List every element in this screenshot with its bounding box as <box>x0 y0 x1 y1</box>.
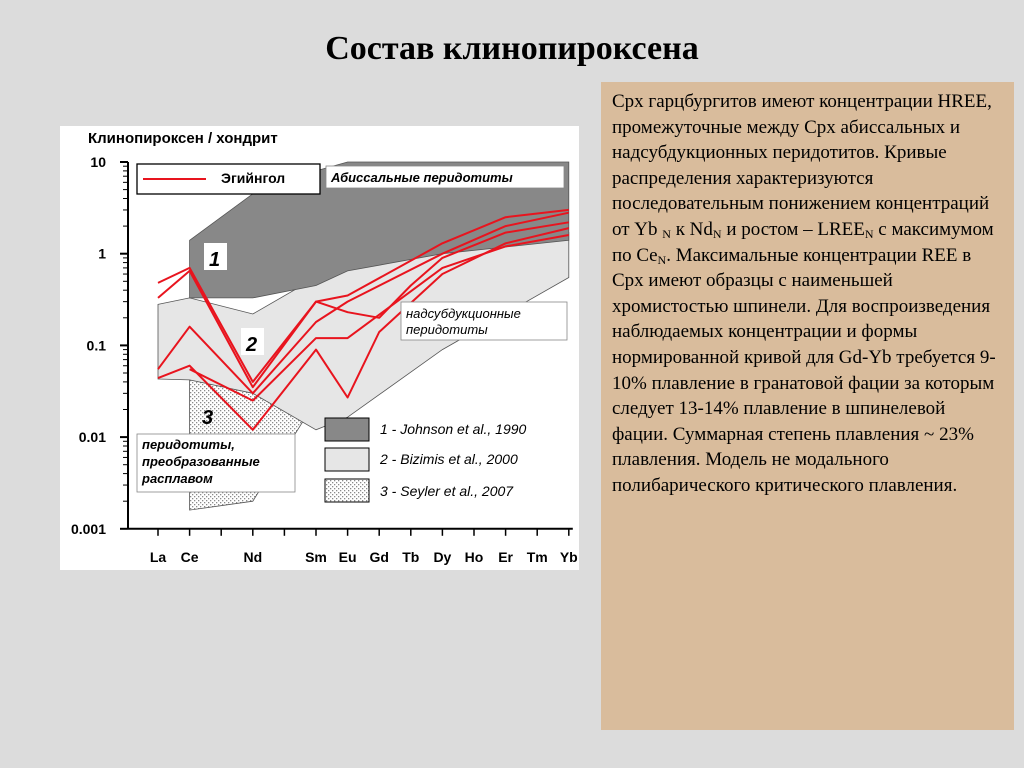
description-fragment: с максимумом по Ce <box>612 218 994 266</box>
y-tick-label: 0.001 <box>70 520 106 537</box>
x-tick-label: Tm <box>526 548 548 565</box>
x-tick-label: La <box>149 548 167 565</box>
chart-panel <box>60 126 579 570</box>
field-3-number: 3 <box>202 407 214 429</box>
x-tick-label: Nd <box>243 548 263 565</box>
description-fragment: Срх гарцбургитов имеют концентрации HREE, промежуточные между Срх абиссальных и надсубдукционных перидотитов. Кривые распределения характеризуются последовательным понижением концентраций от Yb <box>612 91 992 240</box>
y-tick-label: 0.1 <box>86 337 106 354</box>
legend-swatch-field-2 <box>325 448 369 471</box>
description-fragment: N <box>657 252 667 267</box>
field-1-number: 1 <box>209 249 221 271</box>
description-text <box>612 89 1006 499</box>
melt-modified-label-line3: расплавом <box>142 471 213 486</box>
description-fragment: N <box>712 226 722 241</box>
y-axis-title: Клинопироксен / хондрит <box>88 130 278 147</box>
melt-modified-label-line2: преобразованные <box>142 454 260 469</box>
melt-modified-label-line1: перидотиты, <box>142 437 235 452</box>
legend-label-field-3: 3 - Seyler et al., 2007 <box>380 483 514 499</box>
suprasubduction-label-line2: перидотиты <box>406 322 488 337</box>
description-fragment: к Nd <box>670 218 713 240</box>
ree-spider-diagram <box>60 126 579 570</box>
legend-label-field-2: 2 - Bizimis et al., 2000 <box>380 451 518 467</box>
description-panel <box>601 82 1014 730</box>
description-fragment: и ростом – LREE <box>721 218 865 240</box>
description-fragment: . Максимальные концентрации REE в Срх имеют образцы с наименьшей хромистостью шпинели. Для воспроизведения наблюдаемых концентрации и формы нормированной кривой для Gd-Yb требуется 9-10% плавление в гранатовой фации за которым следует 13-14% плавление в шпинелевой фации. Суммарная степень плавления ~ 23% плавления. Модель не модального полибарического критического плавления. <box>612 244 996 496</box>
x-tick-label: Ce <box>180 548 199 565</box>
y-tick-label: 0.01 <box>78 429 106 446</box>
y-tick-label: 10 <box>90 154 106 170</box>
y-tick-label: 1 <box>98 245 106 262</box>
abyssal-label: Абиссальные перидотиты <box>331 170 513 185</box>
x-tick-label: Tb <box>402 548 420 565</box>
x-tick-label: Ho <box>464 548 484 565</box>
legend-label-field-1: 1 - Johnson et al., 1990 <box>380 421 527 437</box>
description-fragment: N <box>662 226 671 241</box>
field-2-number: 2 <box>246 334 258 356</box>
suprasubduction-label-line1: надсубдукционные <box>406 306 521 321</box>
x-tick-label: Sm <box>305 548 327 565</box>
x-tick-label: Eu <box>338 548 357 565</box>
x-tick-label: Gd <box>369 548 389 565</box>
legend-swatch-field-3 <box>325 479 369 502</box>
x-tick-label: Yb <box>559 548 578 565</box>
slide-title: Состав клинопироксена <box>325 30 699 67</box>
description-fragment: N <box>864 226 874 241</box>
x-tick-label: Er <box>498 548 513 565</box>
x-tick-label: Dy <box>433 548 452 565</box>
series-legend-label: Эгийнгол <box>221 170 286 186</box>
legend-swatch-field-1 <box>325 418 369 441</box>
